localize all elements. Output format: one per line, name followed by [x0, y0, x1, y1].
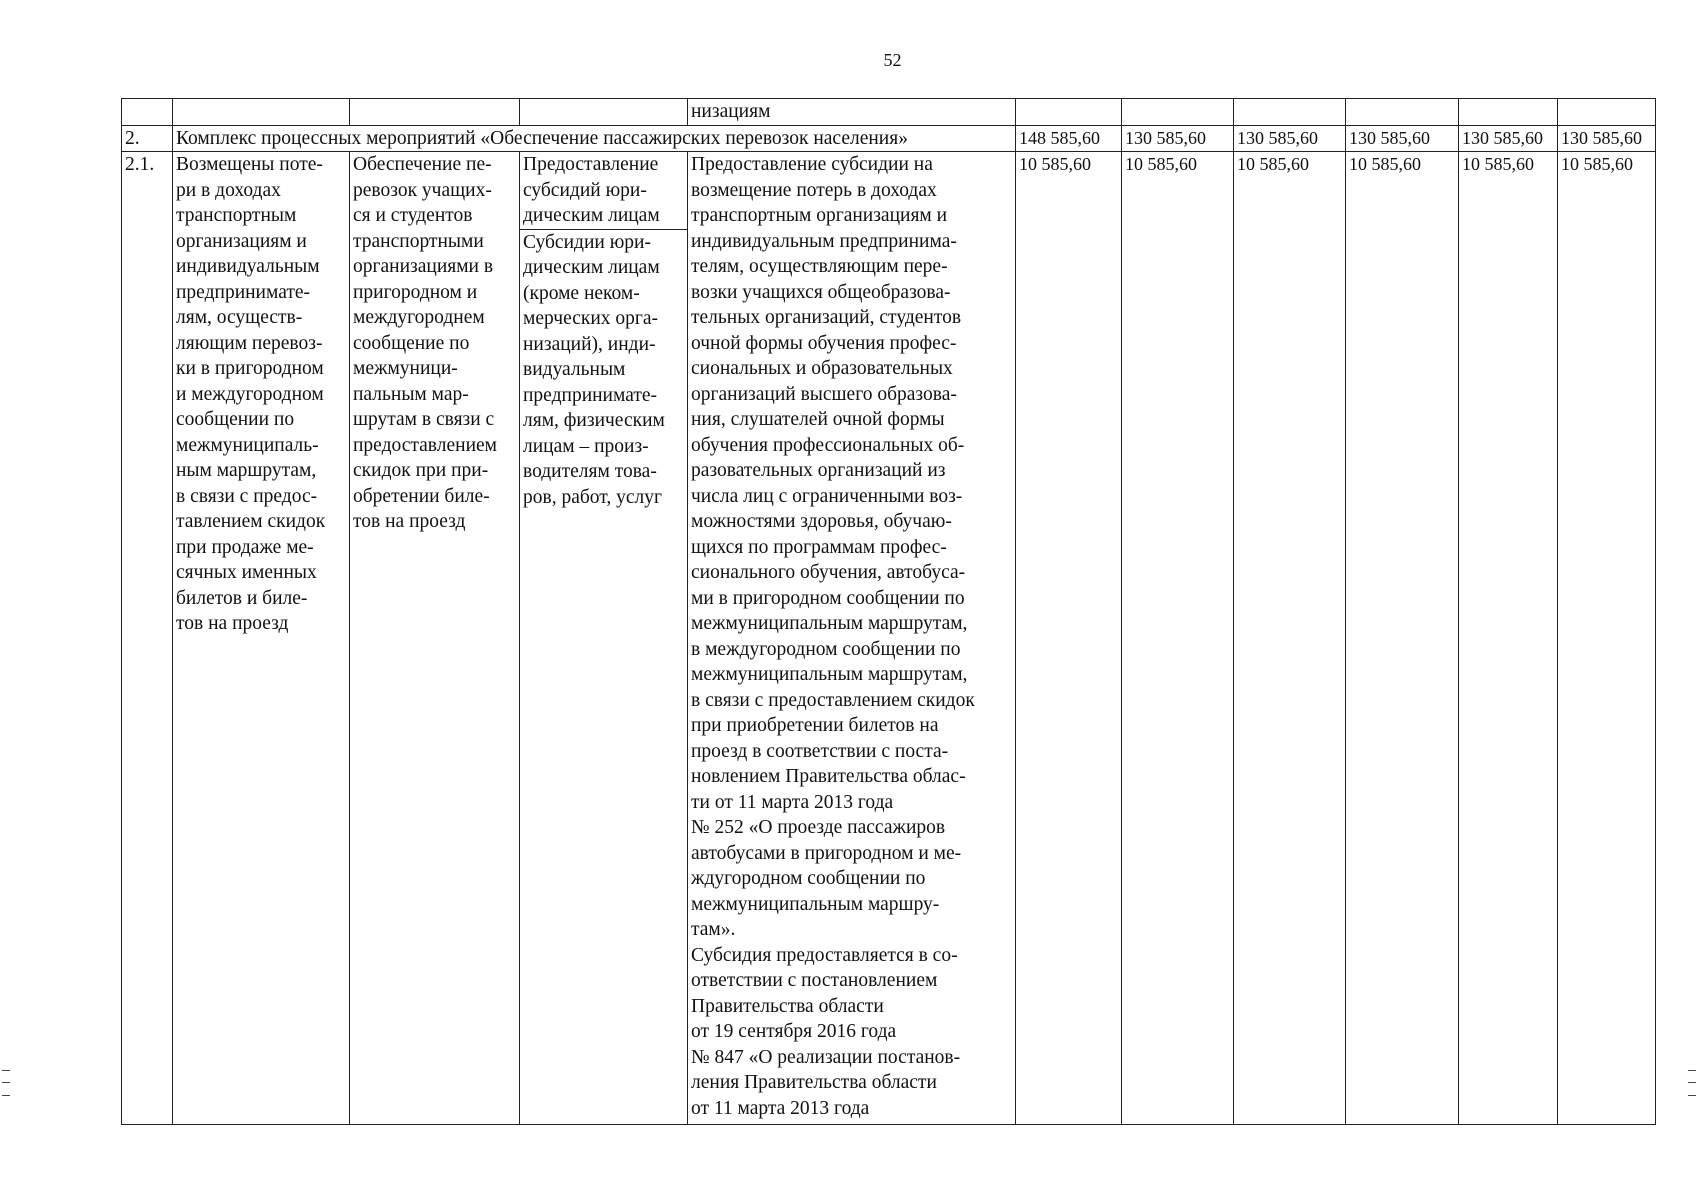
scan-edge-mark — [2, 1070, 10, 1096]
page-number: 52 — [883, 50, 902, 70]
cell-empty — [1234, 99, 1346, 126]
amount-cell: 148 585,60 — [1016, 125, 1122, 152]
amount-cell: 10 585,60 — [1016, 152, 1122, 1125]
amount-cell: 10 585,60 — [1234, 152, 1346, 1125]
row-number: 2.1. — [122, 152, 173, 1125]
table-row-item — [122, 152, 1656, 1125]
amount-cell: 10 585,60 — [1346, 152, 1459, 1125]
cell-empty — [1558, 99, 1656, 126]
amount-cell: 130 585,60 — [1234, 125, 1346, 152]
amount-cell: 130 585,60 — [1122, 125, 1234, 152]
support-type-cell — [520, 152, 688, 1125]
cell-empty — [122, 99, 173, 126]
amount-cell: 130 585,60 — [1346, 125, 1459, 152]
budget-table — [121, 98, 1656, 1125]
cell-empty — [1016, 99, 1122, 126]
cell-continued-text: низациям — [688, 99, 1016, 126]
table-row-continuation — [122, 99, 1656, 126]
row-number: 2. — [122, 125, 173, 152]
cell-empty — [1346, 99, 1459, 126]
section-title: Комплекс процессных мероприятий «Обеспечение пассажирских перевозок населения» — [173, 125, 1016, 152]
amount-cell: 10 585,60 — [1558, 152, 1656, 1125]
cell-empty — [520, 99, 688, 126]
result-cell: Возмещены поте- ри в доходах транспортным организациям и индивидуальным предпринимате- лям, осуществ- ляющим перевоз- ки в пригородном и междугородном сообщении по межмуниципаль- ным маршрутам, в связи с предос- тавлением скидок при продаже ме- сячных именных билетов и биле- тов на проезд — [173, 152, 350, 1125]
support-type: Предоставление субсидий юри- дическим лицам — [520, 152, 687, 230]
amount-cell: 130 585,60 — [1459, 125, 1558, 152]
recipients: Субсидии юри- дическим лицам (кроме неком- мерческих орга- низаций), инди- видуальным предпринимате- лям, физическим лицам – произ- водителям това- ров, работ, услуг — [523, 231, 665, 508]
amount-cell: 10 585,60 — [1459, 152, 1558, 1125]
description-cell: Предоставление субсидии на возмещение потерь в доходах транспортным организациям и индивидуальным предпринима- телям, осуществляющим пере- возки учащихся общеобразова- тельных организаций, студентов очной формы обучения профес- сиональных и образовательных организаций высшего образова- ния, слушателей очной формы обучения профессиональных об- разовательных организаций из числа лиц с ограниченными воз- можностями здоровья, обучаю- щихся по программам профес- сионального обучения, автобуса- ми в пригородном сообщении по межмуниципальным маршрутам, в междугородном сообщении по межмуниципальным маршрутам, в связи с предоставлением скидок при приобретении билетов на проезд в соответствии с поста- новлением Правительства облас- ти от 11 марта 2013 года № 252 «О проезде пассажиров автобусами в пригородном и ме- ждугородном сообщении по межмуниципальным маршру- там». Субсидия предоставляется в со- ответствии с постановлением Правительства области от 19 сентября 2016 года № 847 «О реализации постанов- ления Правительства области от 11 марта 2013 года — [688, 152, 1016, 1125]
cell-empty — [1122, 99, 1234, 126]
amount-cell: 10 585,60 — [1122, 152, 1234, 1125]
amount-cell: 130 585,60 — [1558, 125, 1656, 152]
scan-edge-mark — [1688, 1070, 1696, 1096]
cell-empty — [1459, 99, 1558, 126]
purpose-cell: Обеспечение пе- ревозок учащих- ся и студентов транспортными организациями в пригородном и междугороднем сообщение по межмуници- пальным мар- шрутам в связи с предоставлением скидок при при- обретении биле- тов на проезд — [350, 152, 520, 1125]
cell-empty — [350, 99, 520, 126]
cell-empty — [173, 99, 350, 126]
table-row-section — [122, 125, 1656, 152]
